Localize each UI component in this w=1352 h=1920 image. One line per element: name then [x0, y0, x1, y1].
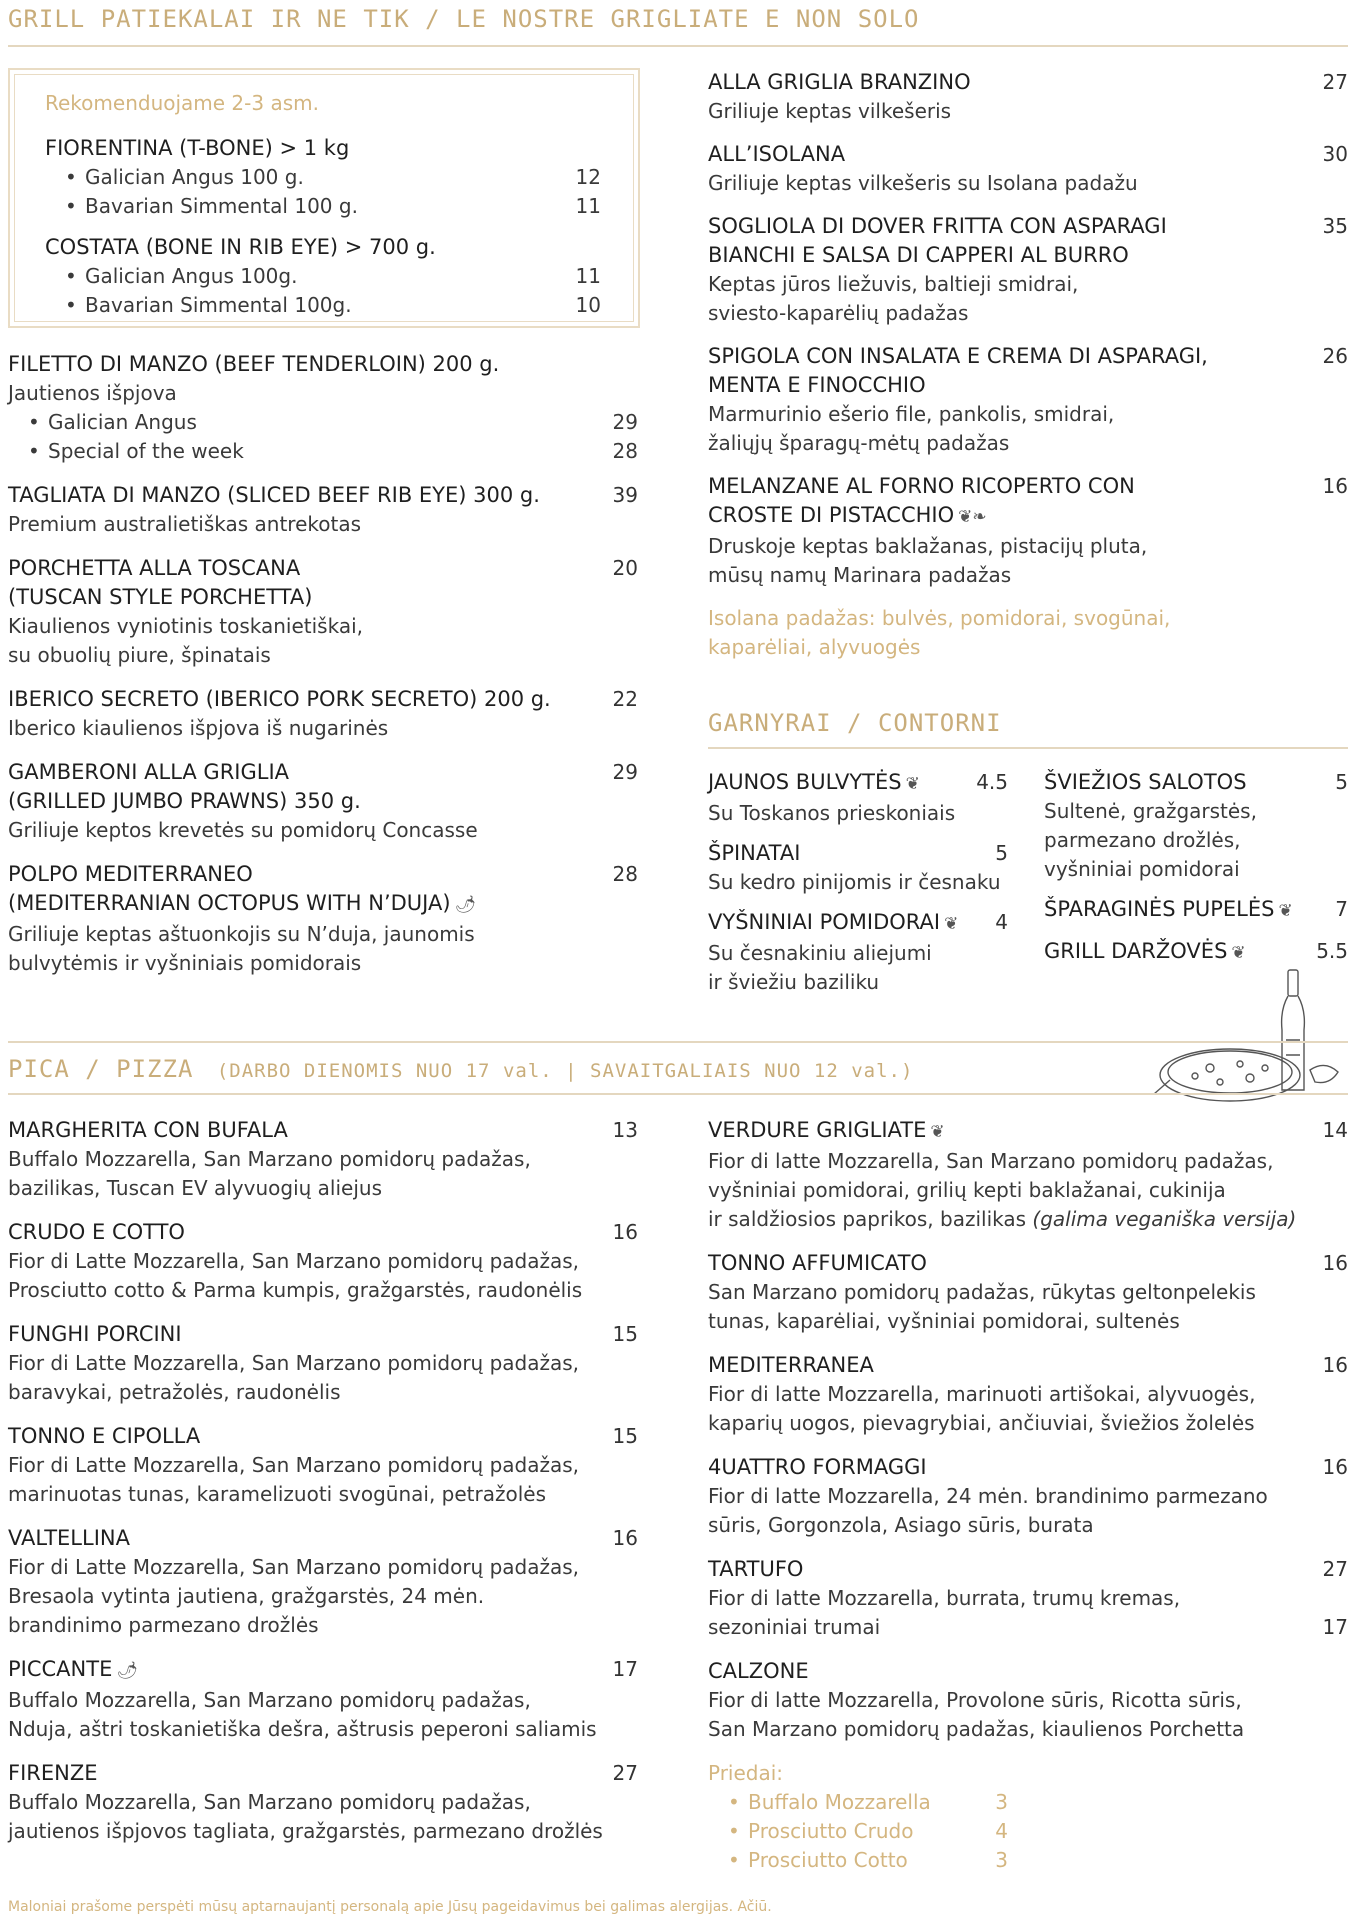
- menu-item: [708, 1351, 1348, 1438]
- menu-item: [8, 860, 638, 978]
- menu-item-name: MARGHERITA CON BUFALA: [8, 1118, 288, 1142]
- menu-item-price: 5: [995, 841, 1008, 865]
- menu-item-name: FIRENZE: [8, 1761, 98, 1785]
- menu-item-desc-line2: vyšniniai pomidorai, grilių kepti baklažanai, cukinija: [708, 1178, 1226, 1202]
- menu-item-name: FILETTO DI MANZO (BEEF TENDERLOIN) 200 g.: [8, 352, 500, 376]
- menu-item-price: 28: [612, 862, 638, 886]
- menu-item-desc: Buffalo Mozzarella, San Marzano pomidorų padažas,: [8, 1790, 531, 1814]
- section-title-sides: GARNYRAI / CONTORNI: [708, 709, 1002, 737]
- menu-item: [8, 1320, 638, 1407]
- menu-item-desc: Griliuje keptos krevetės su pomidorų Concasse: [8, 818, 478, 842]
- menu-item-name: VALTELLINA: [8, 1526, 130, 1550]
- menu-item-name: JAUNOS BULVYTĖS ❦: [708, 768, 1008, 799]
- chili-icon: 🌶: [116, 1661, 138, 1681]
- menu-item-price: 39: [612, 483, 638, 507]
- menu-item-desc-line2: bulvytėmis ir vyšniniais pomidorais: [8, 951, 362, 975]
- menu-item-desc: Iberico kiaulienos išpjova iš nugarinės: [8, 716, 389, 740]
- menu-item: [8, 758, 638, 845]
- menu-item-name: ŠPINATAI: [708, 841, 801, 865]
- menu-item-name: TONNO AFFUMICATO: [708, 1251, 927, 1275]
- menu-item-desc-line2: sūris, Gorgonzola, Asiago sūris, burata: [708, 1513, 1094, 1537]
- menu-item: [708, 68, 1348, 126]
- menu-item-desc-line2: Prosciutto cotto & Parma kumpis, gražgarstės, raudonėlis: [8, 1278, 583, 1302]
- menu-item-name: 4UATTRO FORMAGGI: [708, 1455, 927, 1479]
- menu-item-desc: Buffalo Mozzarella, San Marzano pomidorų padažas,: [8, 1147, 531, 1171]
- menu-item-price: 14: [1322, 1118, 1348, 1142]
- menu-item-desc: Griliuje keptas vilkešeris: [708, 99, 952, 123]
- menu-item-price: 16: [1322, 1251, 1348, 1275]
- pizza-left-column: [8, 1116, 638, 1846]
- menu-item-price: 15: [612, 1322, 638, 1346]
- menu-item-name: POLPO MEDITERRANEO: [8, 862, 253, 886]
- menu-item-desc: Marmurinio ešerio file, pankolis, smidrai,: [708, 402, 1115, 426]
- menu-item-desc: Fior di latte Mozzarella, Provolone sūris, Ricotta sūris,: [708, 1688, 1242, 1712]
- menu-item: [8, 1116, 638, 1203]
- menu-item: [8, 1218, 638, 1305]
- menu-item-name: MELANZANE AL FORNO RICOPERTO CON: [708, 474, 1135, 498]
- menu-item-desc: Buffalo Mozzarella, San Marzano pomidorų padažas,: [8, 1688, 531, 1712]
- menu-item: [708, 839, 1008, 897]
- isolana-note: [708, 604, 1348, 662]
- menu-item: [8, 685, 638, 743]
- addon-item: • Prosciutto Cotto 3: [708, 1846, 1008, 1875]
- menu-item-desc: San Marzano pomidorų padažas, rūkytas geltonpelekis: [708, 1280, 1256, 1304]
- menu-item-name: TONNO E CIPOLLA: [8, 1424, 201, 1448]
- menu-item-desc: Keptas jūros liežuvis, baltieji smidrai,: [708, 272, 1079, 296]
- menu-item-name: PORCHETTA ALLA TOSCANA: [8, 556, 301, 580]
- menu-item-price: 7: [1335, 897, 1348, 921]
- menu-item-name-line2: (MEDITERRANIAN OCTOPUS WITH N’DUJA) 🌶: [8, 889, 638, 920]
- menu-item: [708, 212, 1348, 328]
- pizza-bottle-illustration-icon: [1150, 960, 1350, 1130]
- menu-item-desc: Sultenė, gražgarstės,: [1044, 799, 1257, 823]
- menu-item-desc-line2: sezoniniai trumai: [708, 1615, 881, 1639]
- option-list: [45, 163, 601, 221]
- addon-item: • Buffalo Mozzarella 3: [708, 1788, 1008, 1817]
- vegetarian-leaf-icon: ❦: [1231, 943, 1246, 963]
- menu-item-name: MEDITERRANEA: [708, 1353, 874, 1377]
- menu-item: [8, 1655, 638, 1744]
- menu-item-desc: Fior di latte Mozzarella, marinuoti artišokai, alyvuogės,: [708, 1382, 1256, 1406]
- menu-item-desc: Kiaulienos vyniotinis toskanietiškai,: [8, 614, 363, 638]
- menu-item-price: 29: [612, 760, 638, 784]
- menu-item-price: 5: [1335, 770, 1348, 794]
- menu-item-desc: Griliuje keptas vilkešeris su Isolana padažu: [708, 171, 1138, 195]
- menu-item-name: TAGLIATA DI MANZO (SLICED BEEF RIB EYE) 300 g.: [8, 483, 540, 507]
- menu-item-name-line2: (GRILLED JUMBO PRAWNS) 350 g.: [8, 789, 361, 813]
- menu-item-name-line2: MENTA E FINOCCHIO: [708, 373, 926, 397]
- menu-item-name: CALZONE: [708, 1659, 809, 1683]
- menu-item: [708, 1453, 1348, 1540]
- option-list: [45, 262, 601, 320]
- section-divider: [8, 1041, 1348, 1043]
- chili-icon: 🌶: [454, 895, 477, 915]
- menu-item-name: PICCANTE 🌶: [8, 1655, 638, 1686]
- menu-item-desc-line2: kaparių uogos, pievagrybiai, ančiuviai, šviežios žolelės: [708, 1411, 1255, 1435]
- menu-item-desc: Jautienos išpjova: [8, 381, 177, 405]
- menu-item-desc-line2: Bresaola vytinta jautiena, gražgarstės, 24 mėn.: [8, 1584, 485, 1608]
- menu-item-name: ŠPARAGINĖS PUPELĖS ❦: [1044, 895, 1348, 926]
- menu-item: [708, 768, 1008, 828]
- menu-item-name: ALLA GRIGLIA BRANZINO: [708, 70, 971, 94]
- sides-left-column: [708, 768, 1008, 997]
- menu-item-desc-line3: vyšniniai pomidorai: [1044, 857, 1240, 881]
- menu-item-price: 16: [612, 1526, 638, 1550]
- menu-item-desc-line2: tunas, kaparėliai, vyšniniai pomidorai, sultenės: [708, 1309, 1180, 1333]
- menu-item-price: 4.5: [976, 770, 1008, 794]
- menu-item-desc-line2: mūsų namų Marinara padažas: [708, 563, 1012, 587]
- menu-item-desc: Fior di Latte Mozzarella, San Marzano pomidorų padažas,: [8, 1453, 580, 1477]
- menu-item-name-line2: CROSTE DI PISTACCHIO ❦❧: [708, 501, 1348, 532]
- grill-right-column: [708, 68, 1348, 662]
- menu-item-name: FUNGHI PORCINI: [8, 1322, 182, 1346]
- menu-item-desc: Fior di Latte Mozzarella, San Marzano pomidorų padažas,: [8, 1351, 580, 1375]
- menu-item-name: VYŠNINIAI POMIDORAI ❦: [708, 908, 1008, 939]
- menu-item-price: 16: [1322, 474, 1348, 498]
- menu-item-desc-line2: žaliųjų šparagų-mėtų padažas: [708, 431, 1010, 455]
- menu-item: [708, 908, 1008, 997]
- vegetarian-leaf-icon: ❦: [958, 507, 973, 527]
- menu-item-desc: Fior di Latte Mozzarella, San Marzano pomidorų padažas,: [8, 1249, 580, 1273]
- menu-item-price: 16: [612, 1220, 638, 1244]
- recommended-box: [8, 68, 640, 328]
- sides-right-column: [1044, 768, 1348, 968]
- menu-item-desc-line2: jautienos išpjovos tagliata, gražgarstės, parmezano drožlės: [8, 1819, 603, 1843]
- menu-item-desc: Fior di latte Mozzarella, 24 mėn. brandinimo parmezano: [708, 1484, 1268, 1508]
- menu-item-desc-line2: San Marzano pomidorų padažas, kiaulienos Porchetta: [708, 1717, 1245, 1741]
- menu-item: [708, 1116, 1348, 1234]
- option-item: • Galician Angus 100 g. 12: [45, 163, 601, 192]
- menu-item-desc-line2: ir šviežiu baziliku: [708, 970, 880, 994]
- menu-item-price: 27: [1322, 1557, 1348, 1581]
- menu-item-price: 27: [612, 1761, 638, 1785]
- menu-item-price: 5.5: [1316, 939, 1348, 963]
- menu-item: [708, 1657, 1348, 1744]
- menu-item-desc: Su česnakiniu aliejumi: [708, 941, 932, 965]
- menu-item-price: 13: [612, 1118, 638, 1142]
- menu-item-name: IBERICO SECRETO (IBERICO PORK SECRETO) 200 g.: [8, 687, 551, 711]
- menu-item-desc: Premium australietiškas antrekotas: [8, 512, 362, 536]
- option-item: • Galician Angus 100g. 11: [45, 262, 601, 291]
- menu-item: [708, 1555, 1348, 1642]
- menu-item-desc: Fior di Latte Mozzarella, San Marzano pomidorų padažas,: [8, 1555, 580, 1579]
- menu-item-name: GAMBERONI ALLA GRIGLIA: [8, 760, 290, 784]
- menu-item-desc: Fior di latte Mozzarella, San Marzano pomidorų padažas,: [708, 1149, 1274, 1173]
- menu-item-desc-line2: Nduja, aštri toskanietiška dešra, aštrusis peperoni saliamis: [8, 1717, 597, 1741]
- section-title-grill: GRILL PATIEKALAI IR NE TIK / LE NOSTRE GRIGLIATE E NON SOLO: [8, 5, 920, 33]
- menu-item-desc-line2: parmezano drožlės,: [1044, 828, 1241, 852]
- menu-item-name: COSTATA (BONE IN RIB EYE) > 700 g.: [45, 235, 436, 259]
- isolana-note-line2: kaparėliai, alyvuogės: [708, 635, 921, 659]
- pizza-hours: (DARBO DIENOMIS NUO 17 val. | SAVAITGALIAIS NUO 12 val.): [216, 1060, 914, 1082]
- vegan-option-note: (galima veganiška versija): [1032, 1207, 1297, 1231]
- menu-item-name: CRUDO E COTTO: [8, 1220, 185, 1244]
- addon-item: • Prosciutto Crudo 4: [708, 1817, 1008, 1846]
- addons-title: Priedai:: [708, 1761, 784, 1785]
- menu-item-price: 17: [612, 1657, 638, 1681]
- menu-item-price-alt: 17: [1322, 1615, 1348, 1639]
- menu-item-desc-line2: bazilikas, Tuscan EV alyvuogių aliejus: [8, 1176, 382, 1200]
- menu-item-name-line2: BIANCHI E SALSA DI CAPPERI AL BURRO: [708, 243, 1129, 267]
- menu-item: [8, 1422, 638, 1509]
- isolana-note-line1: Isolana padažas: bulvės, pomidorai, svogūnai,: [708, 606, 1171, 630]
- menu-item: [708, 342, 1348, 458]
- menu-item-desc: Druskoje keptas baklažanas, pistacijų pluta,: [708, 534, 1148, 558]
- section-divider: [8, 1093, 1348, 1095]
- option-item: • Bavarian Simmental 100g. 10: [45, 291, 601, 320]
- vegetarian-leaf-icon: ❦: [905, 774, 920, 794]
- grill-left-column: [8, 350, 638, 978]
- section-title-pizza: [8, 1054, 913, 1086]
- vegetarian-leaf-icon: ❦: [944, 914, 959, 934]
- menu-item: [8, 1759, 638, 1846]
- menu-item: [8, 481, 638, 539]
- menu-item-name: GRILL DARŽOVĖS ❦: [1044, 937, 1348, 968]
- option-item: • Galician Angus 29: [8, 408, 638, 437]
- menu-item-name-line2: (TUSCAN STYLE PORCHETTA): [8, 585, 313, 609]
- menu-item-name: FIORENTINA (T-BONE) > 1 kg: [45, 136, 350, 160]
- menu-item: [8, 350, 638, 466]
- menu-item-name: TARTUFO: [708, 1557, 804, 1581]
- vegetarian-leaf-icon: ❦: [1278, 901, 1293, 921]
- menu-item-desc-line2: marinuotas tunas, karamelizuoti svogūnai, petražolės: [8, 1482, 546, 1506]
- menu-item-desc-line2: baravykai, petražolės, raudonėlis: [8, 1380, 341, 1404]
- menu-item: [708, 1249, 1348, 1336]
- menu-item-desc: Su kedro pinijomis ir česnaku: [708, 870, 1001, 894]
- menu-item-desc-line3: ir saldžiosios paprikos, bazilikas (galima veganiška versija): [708, 1207, 1297, 1231]
- menu-item-desc: Griliuje keptas aštuonkojis su N’duja, jaunomis: [8, 922, 475, 946]
- menu-item: [1044, 895, 1348, 926]
- allergy-footer-note: Maloniai prašome perspėti mūsų aptarnaujantį personalą apie Jūsų pageidavimus bei galimas alergijas. Ačiū.: [8, 1899, 772, 1915]
- menu-item-desc: Su Toskanos prieskoniais: [708, 801, 956, 825]
- section-divider: [8, 45, 1348, 47]
- menu-item-price: 27: [1322, 70, 1348, 94]
- menu-item-name: SPIGOLA CON INSALATA E CREMA DI ASPARAGI,: [708, 344, 1208, 368]
- menu-item-desc: Fior di latte Mozzarella, burrata, trumų kremas,: [708, 1586, 1181, 1610]
- menu-item-desc-line2: su obuolių piure, špinatais: [8, 643, 271, 667]
- menu-item-price: 26: [1322, 344, 1348, 368]
- option-item: • Special of the week 28: [8, 437, 638, 466]
- recommended-note: Rekomenduojame 2-3 asm.: [45, 91, 319, 115]
- addons-block: [708, 1759, 1348, 1875]
- section-divider: [708, 747, 1348, 749]
- menu-item-price: 16: [1322, 1455, 1348, 1479]
- menu-item: [1044, 768, 1348, 884]
- menu-item-price: 15: [612, 1424, 638, 1448]
- menu-item-price: 20: [612, 556, 638, 580]
- menu-item-name: SOGLIOLA DI DOVER FRITTA CON ASPARAGI: [708, 214, 1167, 238]
- vegetarian-leaf-icon: ❦: [930, 1122, 945, 1142]
- menu-item: [8, 1524, 638, 1640]
- menu-item-desc-line2: sviesto-kaparėlių padažas: [708, 301, 969, 325]
- menu-item-desc-line3: brandinimo parmezano drožlės: [8, 1613, 319, 1637]
- menu-item-price: 35: [1322, 214, 1348, 238]
- vegan-icon: ❧: [972, 507, 987, 527]
- addons-list: [708, 1788, 1348, 1875]
- menu-item-price: 22: [612, 687, 638, 711]
- option-list: [8, 408, 638, 466]
- option-item: • Bavarian Simmental 100 g. 11: [45, 192, 601, 221]
- menu-item-price: 30: [1322, 142, 1348, 166]
- menu-item: [8, 554, 638, 670]
- menu-item: [708, 472, 1348, 590]
- menu-item-name: VERDURE GRIGLIATE ❦: [708, 1116, 1348, 1147]
- menu-item-name: ŠVIEŽIOS SALOTOS: [1044, 770, 1247, 794]
- menu-item: [708, 140, 1348, 198]
- pizza-right-column: [708, 1116, 1348, 1875]
- menu-item-price: 4: [995, 910, 1008, 934]
- menu-item-price: 16: [1322, 1353, 1348, 1377]
- pizza-title: PICA / PIZZA: [8, 1055, 194, 1083]
- menu-item-name: ALL’ISOLANA: [708, 142, 846, 166]
